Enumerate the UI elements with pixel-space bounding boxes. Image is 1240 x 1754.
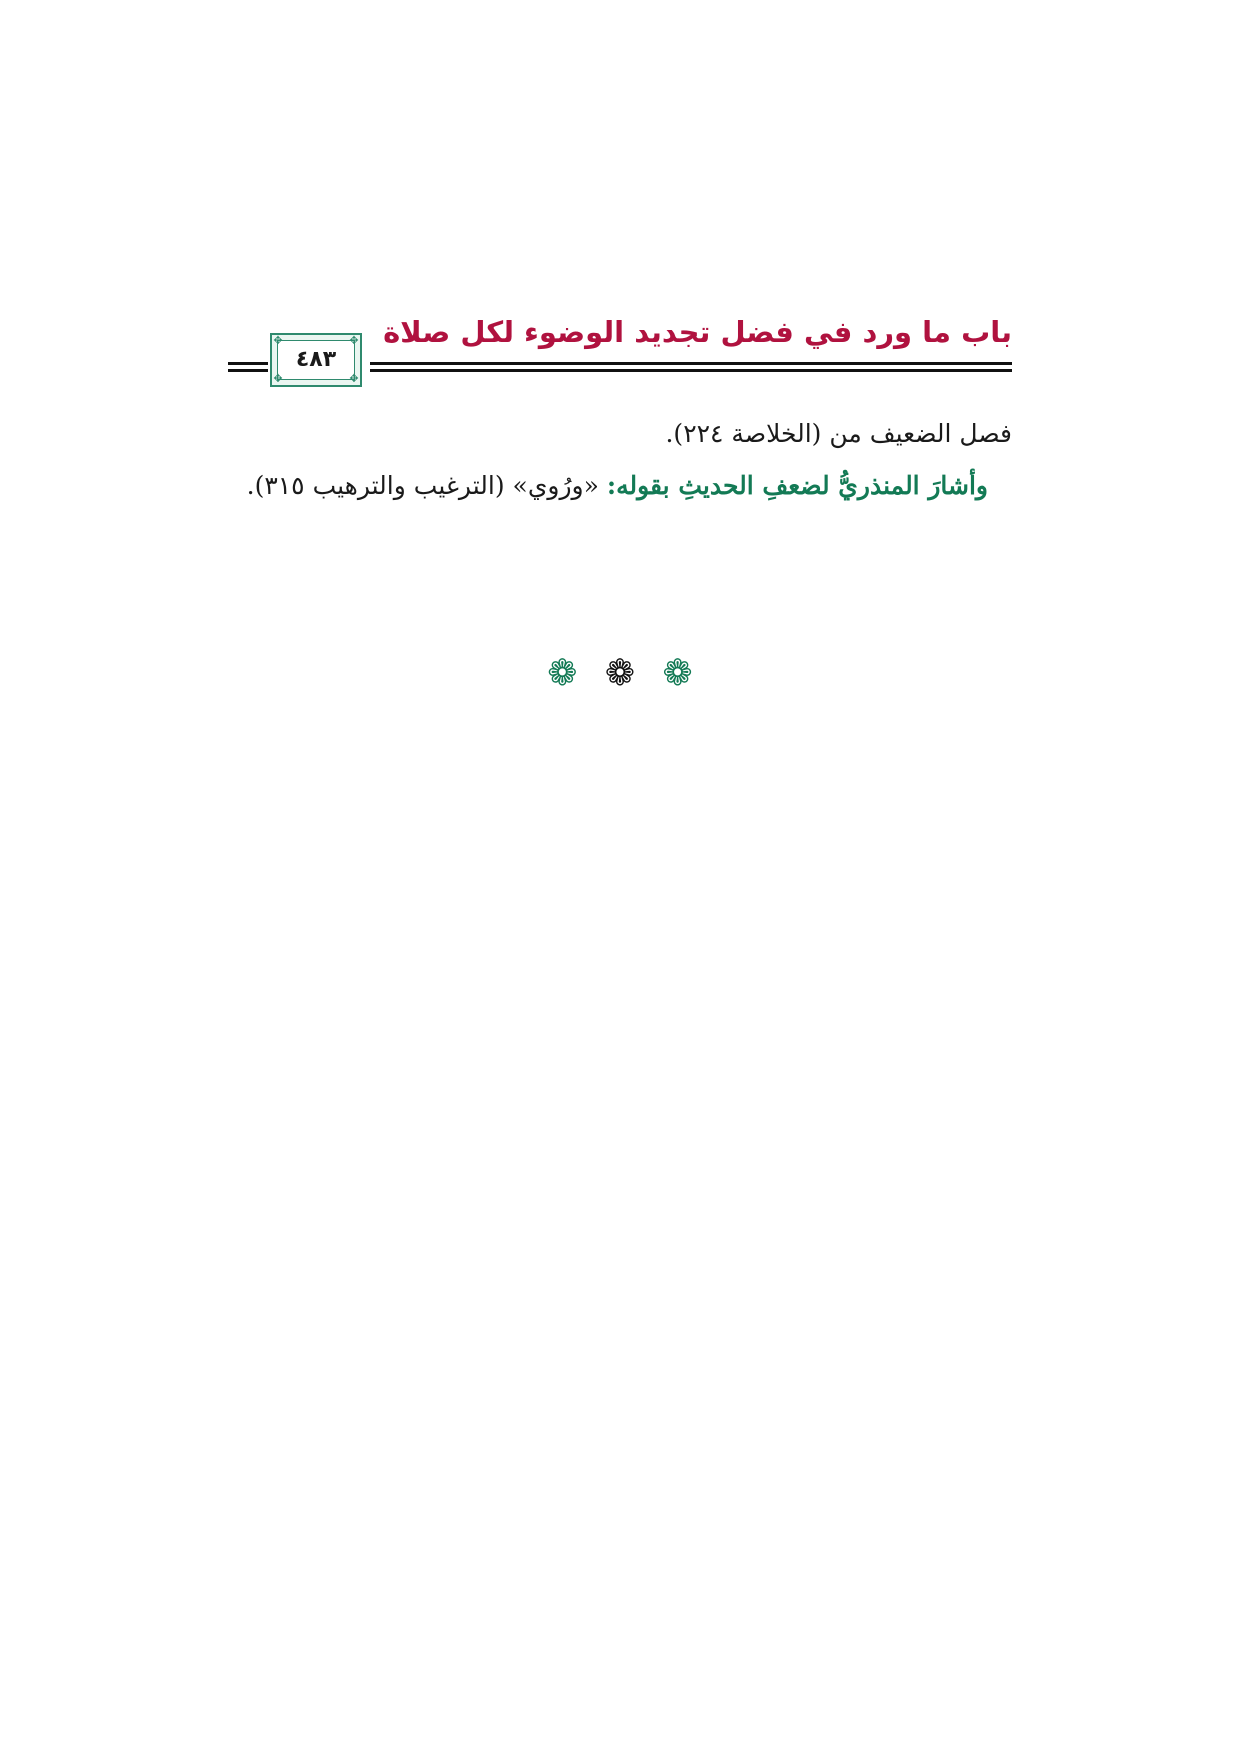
ornament-corner-icon: ✥ [349,372,359,385]
ornament-corner-icon: ✥ [273,334,283,347]
chapter-title: باب ما ورد في فضل تجديد الوضوء لكل صلاة [383,315,1012,349]
header-rule [228,369,268,372]
paragraph-text: «ورُوي» (الترغيب والترهيب ٣١٥). [246,471,607,500]
ornament-corner-icon: ✥ [349,334,359,347]
header-rule [370,362,1012,365]
section-end-ornament [0,652,1240,696]
flower-ornament-icon: ❁ [604,653,636,694]
paragraph [228,460,1012,512]
flower-ornament-icon: ❁ [662,653,693,694]
header-rule [370,369,1012,372]
header-rule [228,362,268,365]
emphasized-text: وأشارَ المنذريُّ لضعفِ الحديثِ بقوله: [606,471,988,500]
page-number: ٤٨٣ [295,347,337,372]
paragraph: فصل الضعيف من (الخلاصة ٢٢٤). [665,419,1012,448]
ornament-corner-icon: ✥ [273,372,283,385]
page-number-badge [270,333,362,387]
body-text [228,408,1012,512]
flower-ornament-icon: ❁ [547,653,578,694]
